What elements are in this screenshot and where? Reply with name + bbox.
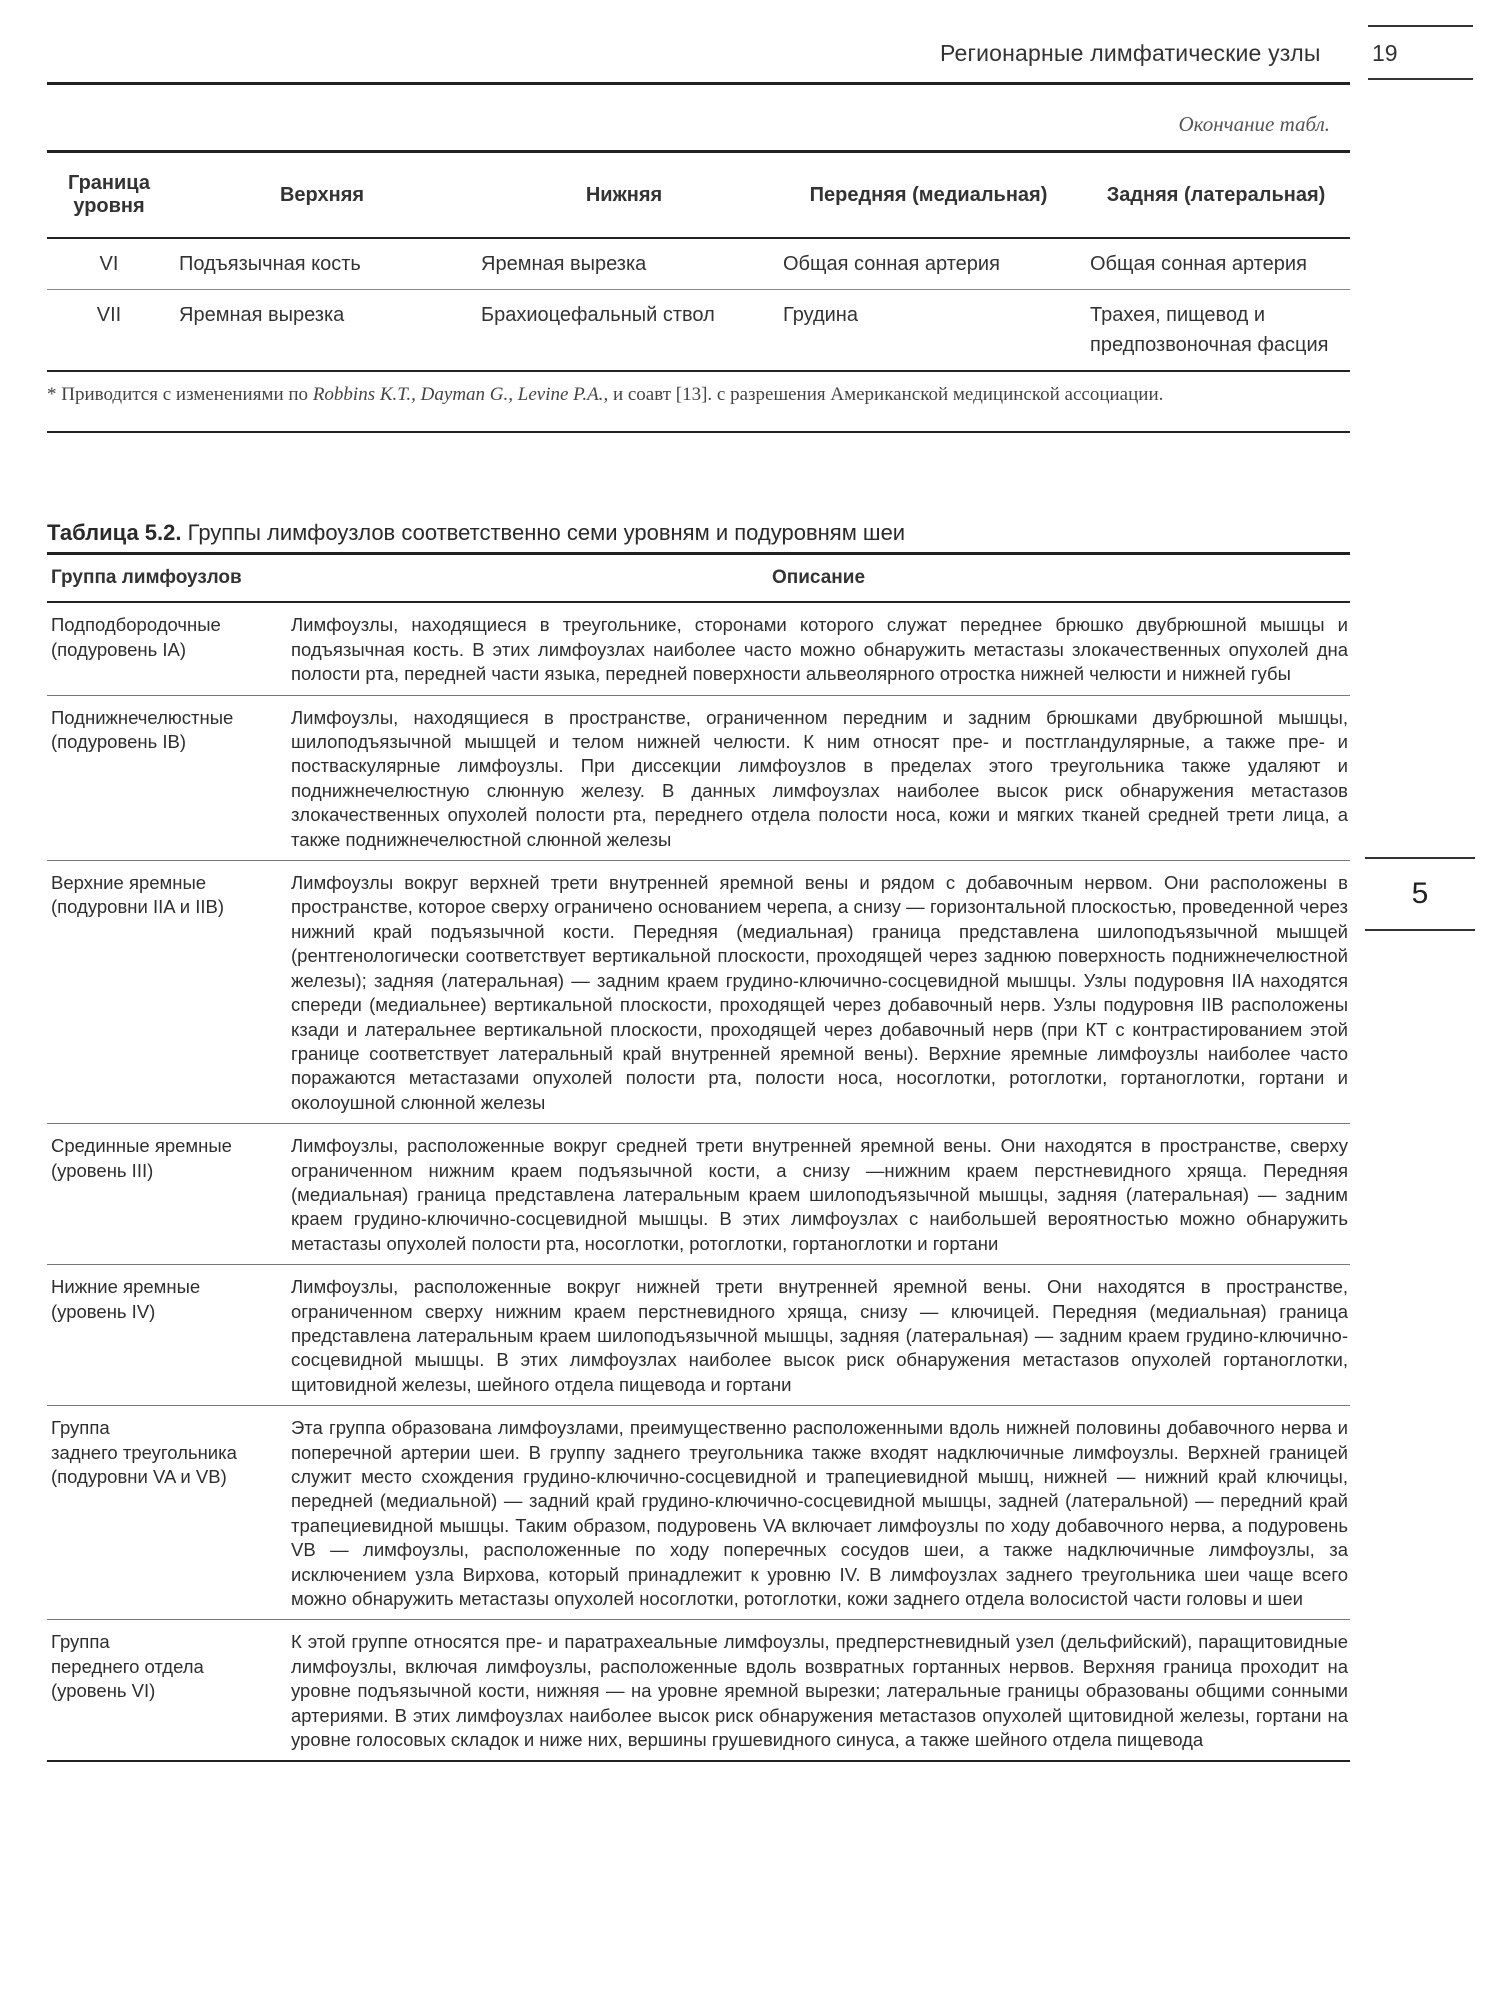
- chapter-number: 5: [1411, 877, 1429, 910]
- cell-lower: Яремная вырезка: [473, 238, 775, 290]
- cell-group: Нижние яремные (уровень IV): [47, 1265, 287, 1406]
- cell-group: Срединные яремные (уровень III): [47, 1124, 287, 1265]
- cell-upper: Яремная вырезка: [171, 290, 473, 372]
- table-row: [47, 238, 1350, 290]
- table-row: [47, 1265, 1350, 1406]
- footnote-authors: Robbins K.T., Dayman G., Levine P.A.: [312, 384, 604, 405]
- col-header-level: Граница уровня: [47, 152, 171, 239]
- cell-group: Группа переднего отдела (уровень VI): [47, 1620, 287, 1762]
- table-caption-label: Таблица 5.2.: [47, 520, 182, 545]
- table-lymph-node-groups: [47, 552, 1350, 1762]
- table-row: [47, 695, 1350, 860]
- cell-posterior: Общая сонная артерия: [1082, 238, 1350, 290]
- table-header-row: [47, 554, 1350, 603]
- cell-group: Подподбородочные (подуровень IA): [47, 602, 287, 695]
- table-row: [47, 602, 1350, 695]
- table-header-row: [47, 152, 1350, 239]
- col-header-anterior: Передняя (медиальная): [775, 152, 1082, 239]
- cell-lower: Брахиоцефальный ствол: [473, 290, 775, 372]
- table-row: [47, 861, 1350, 1124]
- table-caption-text: Группы лимфоузлов соответственно семи уровням и подуровням шеи: [187, 520, 906, 545]
- col-header-upper: Верхняя: [171, 152, 473, 239]
- footnote-prefix: * Приводится с изменениями по: [47, 384, 313, 405]
- cell-description: Эта группа образована лимфоузлами, преимущественно расположенными вдоль нижней половины добавочного нерва и поперечной артерии шеи. В группу заднего треугольника также входят надключичные лимфоузлы. Верхней границей служит место схождения грудино-ключично-сосцевидной и трапециевидной мышц, нижней — нижний край ключицы, передней (медиальной) — задний край грудино-ключично-сосцевидной мышцы, задней (латеральной) — передний край трапециевидной мышцы. Таким образом, подуровень VA включает лимфоузлы по ходу добавочного нерва, а подуровень VB — лимфоузлы, расположенные по ходу поперечных сосудов шеи, а также надключичные лимфоузлы, за исключением узла Вирхова, который принадлежит к уровню IV. В лимфоузлах заднего треугольника шеи чаще всего можно обнаружить метастазы опухолей носоглотки, ротоглотки, кожи заднего отдела волосистой части головы и шеи: [287, 1406, 1350, 1620]
- cell-description: К этой группе относятся пре- и паратрахеальные лимфоузлы, предперстневидный узел (дельфийский), паращитовидные лимфоузлы, включая лимфоузлы, расположенные вдоль возвратных гортанных нервов. Верхняя граница проходит на уровне подъязычной кости, нижняя — на уровне яремной вырезки; латеральные границы образованы общими сонными артериями. В этих лимфоузлах наиболее высок риск обнаружения метастазов опухолей щитовидной железы, гортани на уровне голосовых складок и ниже них, вершины грушевидного синуса, а также шейного отдела пищевода: [287, 1620, 1350, 1762]
- footnote-suffix: , и соавт [13]. с разрешения Американской медицинской ассоциации.: [603, 384, 1164, 405]
- cell-level: VI: [47, 238, 171, 290]
- header-rule: [47, 82, 1350, 85]
- cell-description: Лимфоузлы, находящиеся в треугольнике, сторонами которого служат переднее брюшко двубрюшной мышцы и подъязычная кость. В этих лимфоузлах наиболее часто можно обнаружить метастазы злокачественных опухолей дна полости рта, передней части языка, передней поверхности альвеолярного отростка нижней челюсти и нижней губы: [287, 602, 1350, 695]
- cell-description: Лимфоузлы, находящиеся в пространстве, ограниченном передним и задним брюшками двубрюшной мышцы, шилоподъязычной мышцей и телом нижней челюсти. К ним относят пре- и постгландулярные, а также пре- и поствaскулярные лимфоузлы. При диссекции лимфоузлов в пределах этого треугольника также удаляют и поднижнечелюстную слюнную железу. В данных лимфоузлах наиболее высок риск обнаружения метастазов злокачественных опухолей полости рта, переднего отдела полости носа, кожи и мягких тканей средней трети лица, а также поднижнечелюстной слюнной железы: [287, 695, 1350, 860]
- cell-group: Верхние яремные (подуровни IIA и IIB): [47, 861, 287, 1124]
- cell-anterior: Общая сонная артерия: [775, 238, 1082, 290]
- cell-level: VII: [47, 290, 171, 372]
- table-footnote: [47, 384, 1350, 406]
- table-level-boundaries: [47, 150, 1350, 372]
- table-continuation-note: Окончание табл.: [1178, 112, 1330, 136]
- col-header-description: Описание: [287, 554, 1350, 603]
- table-row: [47, 1406, 1350, 1620]
- table-row: [47, 1620, 1350, 1762]
- cell-anterior: Грудина: [775, 290, 1082, 372]
- footnote-rule: [47, 431, 1350, 433]
- cell-description: Лимфоузлы вокруг верхней трети внутренней яремной вены и рядом с добавочным нервом. Они расположены в пространстве, которое сверху ограничено основанием черепа, а снизу — горизонтальной плоскостью, проведенной через нижний край подъязычной кости. Передняя (медиальная) граница представлена шилоподъязычной мышцей (рентгенологически соответствует вертикальной плоскости, проходящей через заднюю поверхность поднижнечелюстной железы); задняя (латеральная) — задним краем грудино-ключично-сосцевидной мышцы. Узлы подуровня IIA находятся спереди (медиальнее) вертикальной плоскости, проходящей через добавочный нерв. Узлы подуровня IIB расположены кзади и латеральнее вертикальной плоскости, проходящей через добавочный нерв (при КТ с контрастированием этой границе соответствует латеральный край внутренней яремной вены). Верхние яремные лимфоузлы наиболее часто поражаются метастазами опухолей полости рта, полости носа, носоглотки, ротоглотки, гортаноглотки, гортани и околоушной слюнной железы: [287, 861, 1350, 1124]
- header-side-rule-bottom: [1368, 78, 1473, 80]
- cell-group: Группа заднего треугольника (подуровни VA и VB): [47, 1406, 287, 1620]
- cell-description: Лимфоузлы, расположенные вокруг нижней трети внутренней яремной вены. Они находятся в пространстве, ограниченном сверху нижним краем перстневидного хряща, снизу — ключицей. Передняя (медиальная) граница представлена латеральным краем шилоподъязычной мышцы, задняя (латеральная) — задним краем грудино-ключично-сосцевидной мышцы. В этих лимфоузлах наиболее высок риск обнаружения метастазов опухолей гортаноглотки, щитовидной железы, шейного отдела пищевода и гортани: [287, 1265, 1350, 1406]
- chapter-marker: [1365, 857, 1475, 931]
- col-header-lower: Нижняя: [473, 152, 775, 239]
- col-header-posterior: Задняя (латеральная): [1082, 152, 1350, 239]
- table-row: [47, 290, 1350, 372]
- cell-posterior: Трахея, пищевод и предпозвоночная фасция: [1082, 290, 1350, 372]
- cell-group: Поднижнечелюстные (подуровень IB): [47, 695, 287, 860]
- running-header-title: Регионарные лимфатические узлы: [940, 40, 1321, 66]
- table-caption: [47, 520, 905, 546]
- cell-upper: Подъязычная кость: [171, 238, 473, 290]
- col-header-group: Группа лимфоузлов: [47, 554, 287, 603]
- cell-description: Лимфоузлы, расположенные вокруг средней трети внутренней яремной вены. Они находятся в пространстве, сверху ограниченном нижним краем подъязычной кости, а снизу —нижним краем перстневидного хряща. Передняя (медиальная) граница представлена латеральным краем шилоподъязычной мышцы, задняя (латеральная) — задним краем грудино-ключично-сосцевидной мышцы. В этих лимфоузлах с наибольшей вероятностью можно обнаружить метастазы опухолей полости рта, носоглотки, ротоглотки, гортаноглотки и гортани: [287, 1124, 1350, 1265]
- page-number: 19: [1372, 40, 1398, 66]
- header-side-rule-top: [1368, 25, 1473, 27]
- table-row: [47, 1124, 1350, 1265]
